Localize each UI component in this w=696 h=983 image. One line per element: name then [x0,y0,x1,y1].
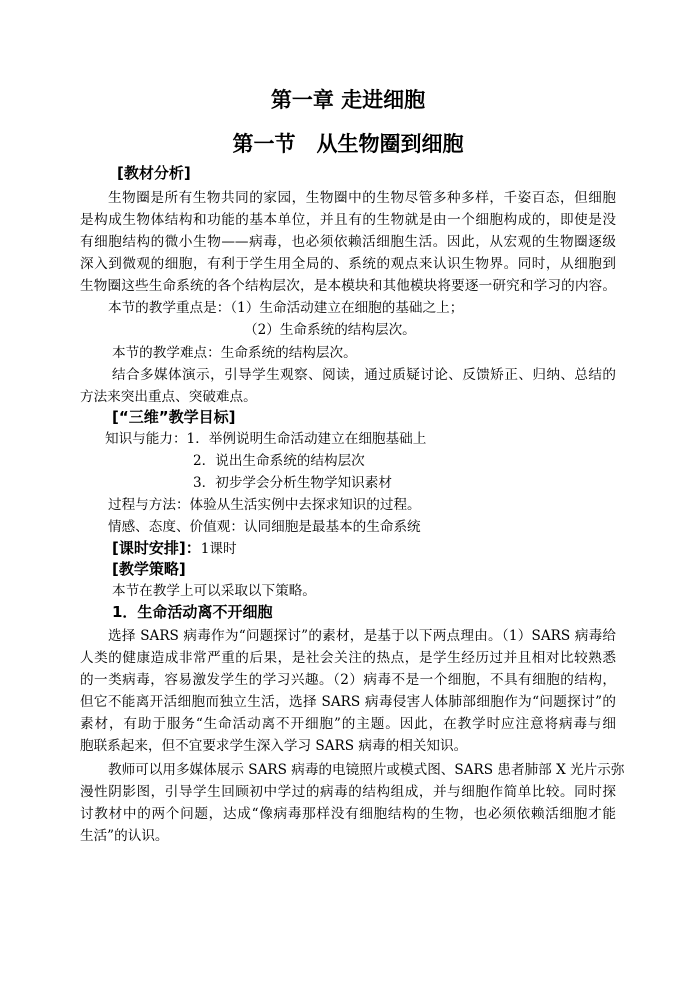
key-point-2: （2）生命系统的结构层次。 [244,322,416,338]
paragraph-line: 深入到微观的细胞，有利于学生用全局的、系统的观点来认识生物界。同时，从细胞到 [80,256,616,272]
schedule-value: 1课时 [200,541,237,557]
paragraph-line: 生物圈这些生命系统的各个结构层次，是本模块和其他模块将要逐一研究和学习的内容。 [80,278,616,294]
heading-analysis: [教材分析] [117,164,191,182]
paragraph-line: 但它不能离开活细胞而独立生活，选择 SARS 病毒侵害人体肺部细胞作为“问题探讨”的 [80,694,616,710]
paragraph-line: 胞联系起来，但不宜要求学生深入学习 SARS 病毒的相关知识。 [80,738,468,754]
paragraph-line: 素材，有助于服务“生命活动离不开细胞”的主题。因此，在教学时应注意将病毒与细 [80,716,616,732]
subheading-life-cells: 1．生命活动离不开细胞 [112,603,273,621]
goal-knowledge-3: 3．初步学会分析生物学知识素材 [193,475,392,491]
heading-goals: [“三维”教学目标] [112,408,236,426]
section-title: 第一节 从生物圈到细胞 [232,132,464,156]
paragraph-line: 生物圈是所有生物共同的家园，生物圈中的生物尽管多种多样，千姿百态，但细胞 [108,190,616,206]
schedule-label: [课时安排]： [112,539,201,557]
paragraph-line: 教师可以用多媒体展示 SARS 病毒的电镜照片或模式图、SARS 患者肺部 X 光片示弥 [108,762,625,778]
paragraph-line: 人类的健康造成非常严重的后果，是社会关注的热点，是学生经历过并且相对比较熟悉 [80,650,616,666]
goal-knowledge-2: 2．说出生命系统的结构层次 [193,453,365,469]
paragraph-line: 的一类病毒，容易激发学生的学习兴趣。（2）病毒不是一个细胞，不具有细胞的结构， [80,672,616,688]
paragraph-line: 方法来突出重点、突破难点。 [80,389,257,405]
goal-emotion: 情感、态度、价值观：认同细胞是最基本的生命系统 [108,519,421,535]
paragraph-line: 生活”的认识。 [80,828,169,844]
goal-knowledge-1: 知识与能力：1．举例说明生命活动建立在细胞基础上 [105,431,427,447]
paragraph-line: 有细胞结构的微小生物——病毒，也必须依赖活细胞生活。因此，从宏观的生物圈逐级 [80,234,616,250]
paragraph-line: 讨教材中的两个问题，达成“像病毒那样没有细胞结构的生物，也必须依赖活细胞才能 [80,806,616,822]
paragraph-line: 漫性阴影图，引导学生回顾初中学过的病毒的结构组成，并与细胞作简单比较。同时探 [80,784,616,800]
strategy-intro: 本节在教学上可以采取以下策略。 [112,583,316,599]
goal-process: 过程与方法：体验从生活实例中去探求知识的过程。 [108,497,421,513]
paragraph-line: 是构成生物体结构和功能的基本单位，并且有的生物就是由一个细胞构成的，即使是没 [80,212,616,228]
heading-strategy: [教学策略] [112,560,186,578]
paragraph-line: 选择 SARS 病毒作为“问题探讨”的素材，是基于以下两点理由。（1）SARS 病毒给 [108,628,616,644]
difficulty: 本节的教学难点：生命系统的结构层次。 [112,345,357,361]
paragraph-line: 结合多媒体演示，引导学生观察、阅读，通过质疑讨论、反馈矫正、归纳、总结的 [112,367,616,383]
chapter-title: 第一章 走进细胞 [270,88,426,112]
heading-schedule [112,537,237,560]
key-point-1: 本节的教学重点是：（1）生命活动建立在细胞的基础之上； [108,300,464,316]
